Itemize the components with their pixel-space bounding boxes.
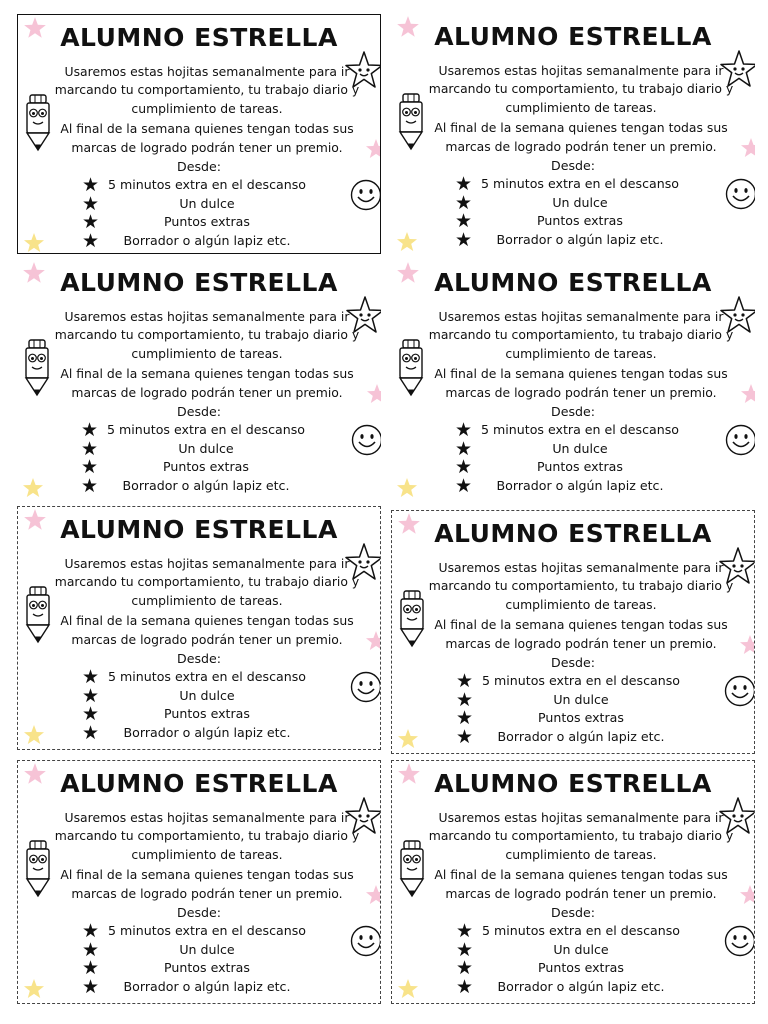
rewards-list: [456, 922, 706, 996]
reward-item-label: Puntos extras: [163, 459, 249, 474]
description-paragraph-2: Al final de la semana quienes tengan todas sus marcas de logrado podrán tener un premio.: [60, 366, 354, 400]
reward-item-label: Un dulce: [179, 941, 235, 957]
smiley-face-icon: [724, 675, 755, 707]
card-description: [52, 809, 362, 903]
reward-item: [81, 421, 331, 440]
rewards-heading: Desde:: [551, 158, 595, 173]
yellow-star-icon: [395, 230, 419, 254]
black-star-icon: ★: [82, 938, 100, 961]
card-description: [425, 308, 737, 402]
reward-item: [456, 922, 706, 941]
black-star-icon: ★: [455, 228, 473, 251]
reward-item-label: 5 minutos extra en el descanso: [108, 923, 306, 938]
pink-star-icon: [739, 382, 755, 406]
reward-item-label: Puntos extras: [538, 960, 624, 975]
star-student-card: [391, 14, 755, 254]
black-star-icon: ★: [81, 419, 99, 441]
reward-item-label: Un dulce: [552, 194, 608, 210]
reward-item-label: Borrador o algún lapiz etc.: [497, 978, 665, 994]
reward-item: [82, 176, 332, 195]
rewards-list: [455, 421, 705, 495]
description-paragraph-2: Al final de la semana quienes tengan todas sus marcas de logrado podrán tener un premio.: [434, 617, 728, 651]
black-star-icon: ★: [455, 191, 473, 214]
black-star-icon: ★: [81, 474, 99, 497]
reward-item: [455, 474, 705, 497]
rewards-heading: Desde:: [177, 159, 221, 174]
black-star-icon: ★: [82, 666, 100, 688]
reward-item-label: Borrador o algún lapiz etc.: [122, 477, 290, 493]
pink-star-icon: [364, 629, 381, 653]
black-star-icon: ★: [82, 920, 100, 942]
reward-item-label: Borrador o algún lapiz etc.: [123, 978, 291, 994]
description-paragraph-1: Usaremos estas hojitas semanalmente para ir marcando tu comportamiento, tu trabajo diario y cumplimiento de tareas.: [428, 810, 734, 862]
reward-item-label: Borrador o algún lapiz etc.: [123, 724, 291, 740]
reward-item-label: Puntos extras: [164, 706, 250, 721]
card-description: [52, 63, 362, 157]
black-star-icon: ★: [81, 456, 99, 478]
reward-item-label: Un dulce: [553, 941, 609, 957]
black-star-icon: ★: [82, 957, 100, 979]
star-student-card: [17, 760, 381, 1004]
reward-item: [81, 437, 331, 460]
reward-item: [456, 959, 706, 978]
description-paragraph-1: Usaremos estas hojitas semanalmente para ir marcando tu comportamiento, tu trabajo diario y cumplimiento de tareas.: [428, 560, 734, 612]
rewards-list: [82, 668, 332, 742]
description-paragraph-2: Al final de la semana quienes tengan todas sus marcas de logrado podrán tener un premio.: [60, 613, 354, 647]
smiley-face-icon: [350, 671, 381, 703]
black-star-icon: ★: [455, 210, 473, 232]
black-star-icon: ★: [455, 419, 473, 441]
reward-item-label: 5 minutos extra en el descanso: [108, 669, 306, 684]
rewards-list: [456, 672, 706, 746]
card-title: ALUMNO ESTRELLA: [60, 268, 338, 297]
black-star-icon: ★: [82, 192, 100, 215]
description-paragraph-1: Usaremos estas hojitas semanalmente para ir marcando tu comportamiento, tu trabajo diario y cumplimiento de tareas.: [54, 810, 360, 862]
black-star-icon: ★: [456, 725, 474, 748]
rewards-heading: Desde:: [177, 651, 221, 666]
black-star-icon: ★: [81, 437, 99, 460]
reward-item: [455, 421, 705, 440]
description-paragraph-2: Al final de la semana quienes tengan todas sus marcas de logrado podrán tener un premio.: [60, 121, 354, 155]
reward-item-label: 5 minutos extra en el descanso: [108, 177, 306, 192]
description-paragraph-2: Al final de la semana quienes tengan todas sus marcas de logrado podrán tener un premio.: [434, 366, 728, 400]
reward-item: [82, 213, 332, 232]
reward-item: [456, 975, 706, 998]
reward-item: [455, 228, 705, 251]
black-star-icon: ★: [455, 474, 473, 497]
reward-item: [455, 458, 705, 477]
reward-item-label: Borrador o algún lapiz etc.: [497, 728, 665, 744]
reward-item: [456, 688, 706, 711]
black-star-icon: ★: [82, 229, 100, 252]
pink-star-icon: [365, 382, 381, 406]
pencil-character-icon: [396, 338, 426, 398]
smiley-face-icon: [350, 179, 381, 211]
reward-item: [82, 229, 332, 252]
black-star-icon: ★: [82, 721, 100, 744]
reward-item-label: Puntos extras: [164, 960, 250, 975]
card-title: ALUMNO ESTRELLA: [60, 769, 338, 798]
reward-item-label: Un dulce: [178, 440, 234, 456]
yellow-star-icon: [396, 977, 420, 1001]
description-paragraph-1: Usaremos estas hojitas semanalmente para ir marcando tu comportamiento, tu trabajo diario y cumplimiento de tareas.: [54, 309, 360, 361]
reward-item: [81, 474, 331, 497]
black-star-icon: ★: [82, 684, 100, 707]
star-student-card: [391, 760, 755, 1004]
pink-star-icon: [364, 883, 381, 907]
rewards-heading: Desde:: [551, 905, 595, 920]
black-star-icon: ★: [455, 173, 473, 195]
reward-item: [456, 725, 706, 748]
card-title: ALUMNO ESTRELLA: [434, 769, 712, 798]
reward-item: [456, 709, 706, 728]
reward-item: [82, 192, 332, 215]
black-star-icon: ★: [455, 437, 473, 460]
reward-item: [81, 458, 331, 477]
pencil-character-icon: [23, 93, 53, 153]
yellow-star-icon: [22, 723, 46, 747]
reward-item-label: Puntos extras: [537, 459, 623, 474]
card-description: [426, 809, 736, 903]
reward-item: [82, 668, 332, 687]
card-description: [426, 559, 736, 653]
card-title: ALUMNO ESTRELLA: [60, 23, 338, 52]
star-student-card: [17, 14, 381, 254]
rewards-heading: Desde:: [177, 404, 221, 419]
pencil-character-icon: [397, 839, 427, 899]
reward-item: [455, 212, 705, 231]
card-title: ALUMNO ESTRELLA: [60, 515, 338, 544]
description-paragraph-1: Usaremos estas hojitas semanalmente para ir marcando tu comportamiento, tu trabajo diario y cumplimiento de tareas.: [54, 556, 360, 608]
reward-item-label: Borrador o algún lapiz etc.: [496, 477, 664, 493]
smiley-face-icon: [725, 178, 755, 210]
black-star-icon: ★: [456, 975, 474, 998]
rewards-list: [82, 176, 332, 250]
reward-item: [455, 437, 705, 460]
black-star-icon: ★: [456, 688, 474, 711]
reward-item: [456, 672, 706, 691]
pink-star-icon: [738, 883, 755, 907]
reward-item-label: Puntos extras: [537, 213, 623, 228]
black-star-icon: ★: [82, 174, 100, 196]
reward-item-label: Borrador o algún lapiz etc.: [496, 231, 664, 247]
description-paragraph-1: Usaremos estas hojitas semanalmente para ir marcando tu comportamiento, tu trabajo diario y cumplimiento de tareas.: [428, 309, 734, 361]
description-paragraph-1: Usaremos estas hojitas semanalmente para ir marcando tu comportamiento, tu trabajo diario y cumplimiento de tareas.: [428, 63, 734, 115]
yellow-star-icon: [395, 476, 419, 500]
card-title: ALUMNO ESTRELLA: [434, 268, 712, 297]
card-title: ALUMNO ESTRELLA: [434, 22, 712, 51]
card-description: [52, 555, 362, 649]
description-paragraph-2: Al final de la semana quienes tengan todas sus marcas de logrado podrán tener un premio.: [60, 867, 354, 901]
pink-star-icon: [738, 633, 755, 657]
rewards-heading: Desde:: [177, 905, 221, 920]
black-star-icon: ★: [456, 920, 474, 942]
card-description: [51, 308, 363, 402]
reward-item-label: Un dulce: [179, 195, 235, 211]
yellow-star-icon: [22, 231, 46, 254]
description-paragraph-2: Al final de la semana quienes tengan todas sus marcas de logrado podrán tener un premio.: [434, 120, 728, 154]
reward-item-label: Un dulce: [553, 691, 609, 707]
reward-item: [455, 191, 705, 214]
reward-item: [82, 975, 332, 998]
pencil-character-icon: [23, 585, 53, 645]
reward-item: [82, 938, 332, 961]
black-star-icon: ★: [82, 975, 100, 998]
reward-item: [455, 175, 705, 194]
pencil-character-icon: [22, 338, 52, 398]
reward-item-label: Borrador o algún lapiz etc.: [123, 232, 291, 248]
black-star-icon: ★: [455, 456, 473, 478]
reward-item: [82, 959, 332, 978]
reward-item-label: Puntos extras: [538, 710, 624, 725]
reward-item: [82, 705, 332, 724]
description-paragraph-2: Al final de la semana quienes tengan todas sus marcas de logrado podrán tener un premio.: [434, 867, 728, 901]
rewards-heading: Desde:: [551, 655, 595, 670]
smiley-face-icon: [725, 424, 755, 456]
reward-item-label: 5 minutos extra en el descanso: [482, 923, 680, 938]
reward-item-label: 5 minutos extra en el descanso: [481, 422, 679, 437]
reward-item: [456, 938, 706, 961]
pink-star-icon: [739, 136, 755, 160]
star-student-card: [391, 510, 755, 754]
black-star-icon: ★: [456, 707, 474, 729]
yellow-star-icon: [396, 727, 420, 751]
pencil-character-icon: [397, 589, 427, 649]
rewards-list: [82, 922, 332, 996]
rewards-list: [81, 421, 331, 495]
reward-item: [82, 721, 332, 744]
black-star-icon: ★: [456, 670, 474, 692]
reward-item-label: 5 minutos extra en el descanso: [481, 176, 679, 191]
star-student-card: [17, 260, 381, 500]
yellow-star-icon: [21, 476, 45, 500]
black-star-icon: ★: [82, 211, 100, 233]
rewards-list: [455, 175, 705, 249]
card-title: ALUMNO ESTRELLA: [434, 519, 712, 548]
star-student-card: [391, 260, 755, 500]
reward-item-label: Un dulce: [179, 687, 235, 703]
reward-item: [82, 684, 332, 707]
card-description: [425, 62, 737, 156]
star-student-card: [17, 506, 381, 750]
yellow-star-icon: [22, 977, 46, 1001]
rewards-heading: Desde:: [551, 404, 595, 419]
reward-item-label: 5 minutos extra en el descanso: [107, 422, 305, 437]
black-star-icon: ★: [456, 938, 474, 961]
black-star-icon: ★: [82, 703, 100, 725]
smiley-face-icon: [350, 925, 381, 957]
reward-item-label: Un dulce: [552, 440, 608, 456]
smiley-face-icon: [351, 424, 381, 456]
reward-item-label: 5 minutos extra en el descanso: [482, 673, 680, 688]
description-paragraph-1: Usaremos estas hojitas semanalmente para ir marcando tu comportamiento, tu trabajo diario y cumplimiento de tareas.: [54, 64, 360, 116]
reward-item-label: Puntos extras: [164, 214, 250, 229]
black-star-icon: ★: [456, 957, 474, 979]
reward-item: [82, 922, 332, 941]
pink-star-icon: [364, 137, 381, 161]
pencil-character-icon: [23, 839, 53, 899]
pencil-character-icon: [396, 92, 426, 152]
smiley-face-icon: [724, 925, 755, 957]
